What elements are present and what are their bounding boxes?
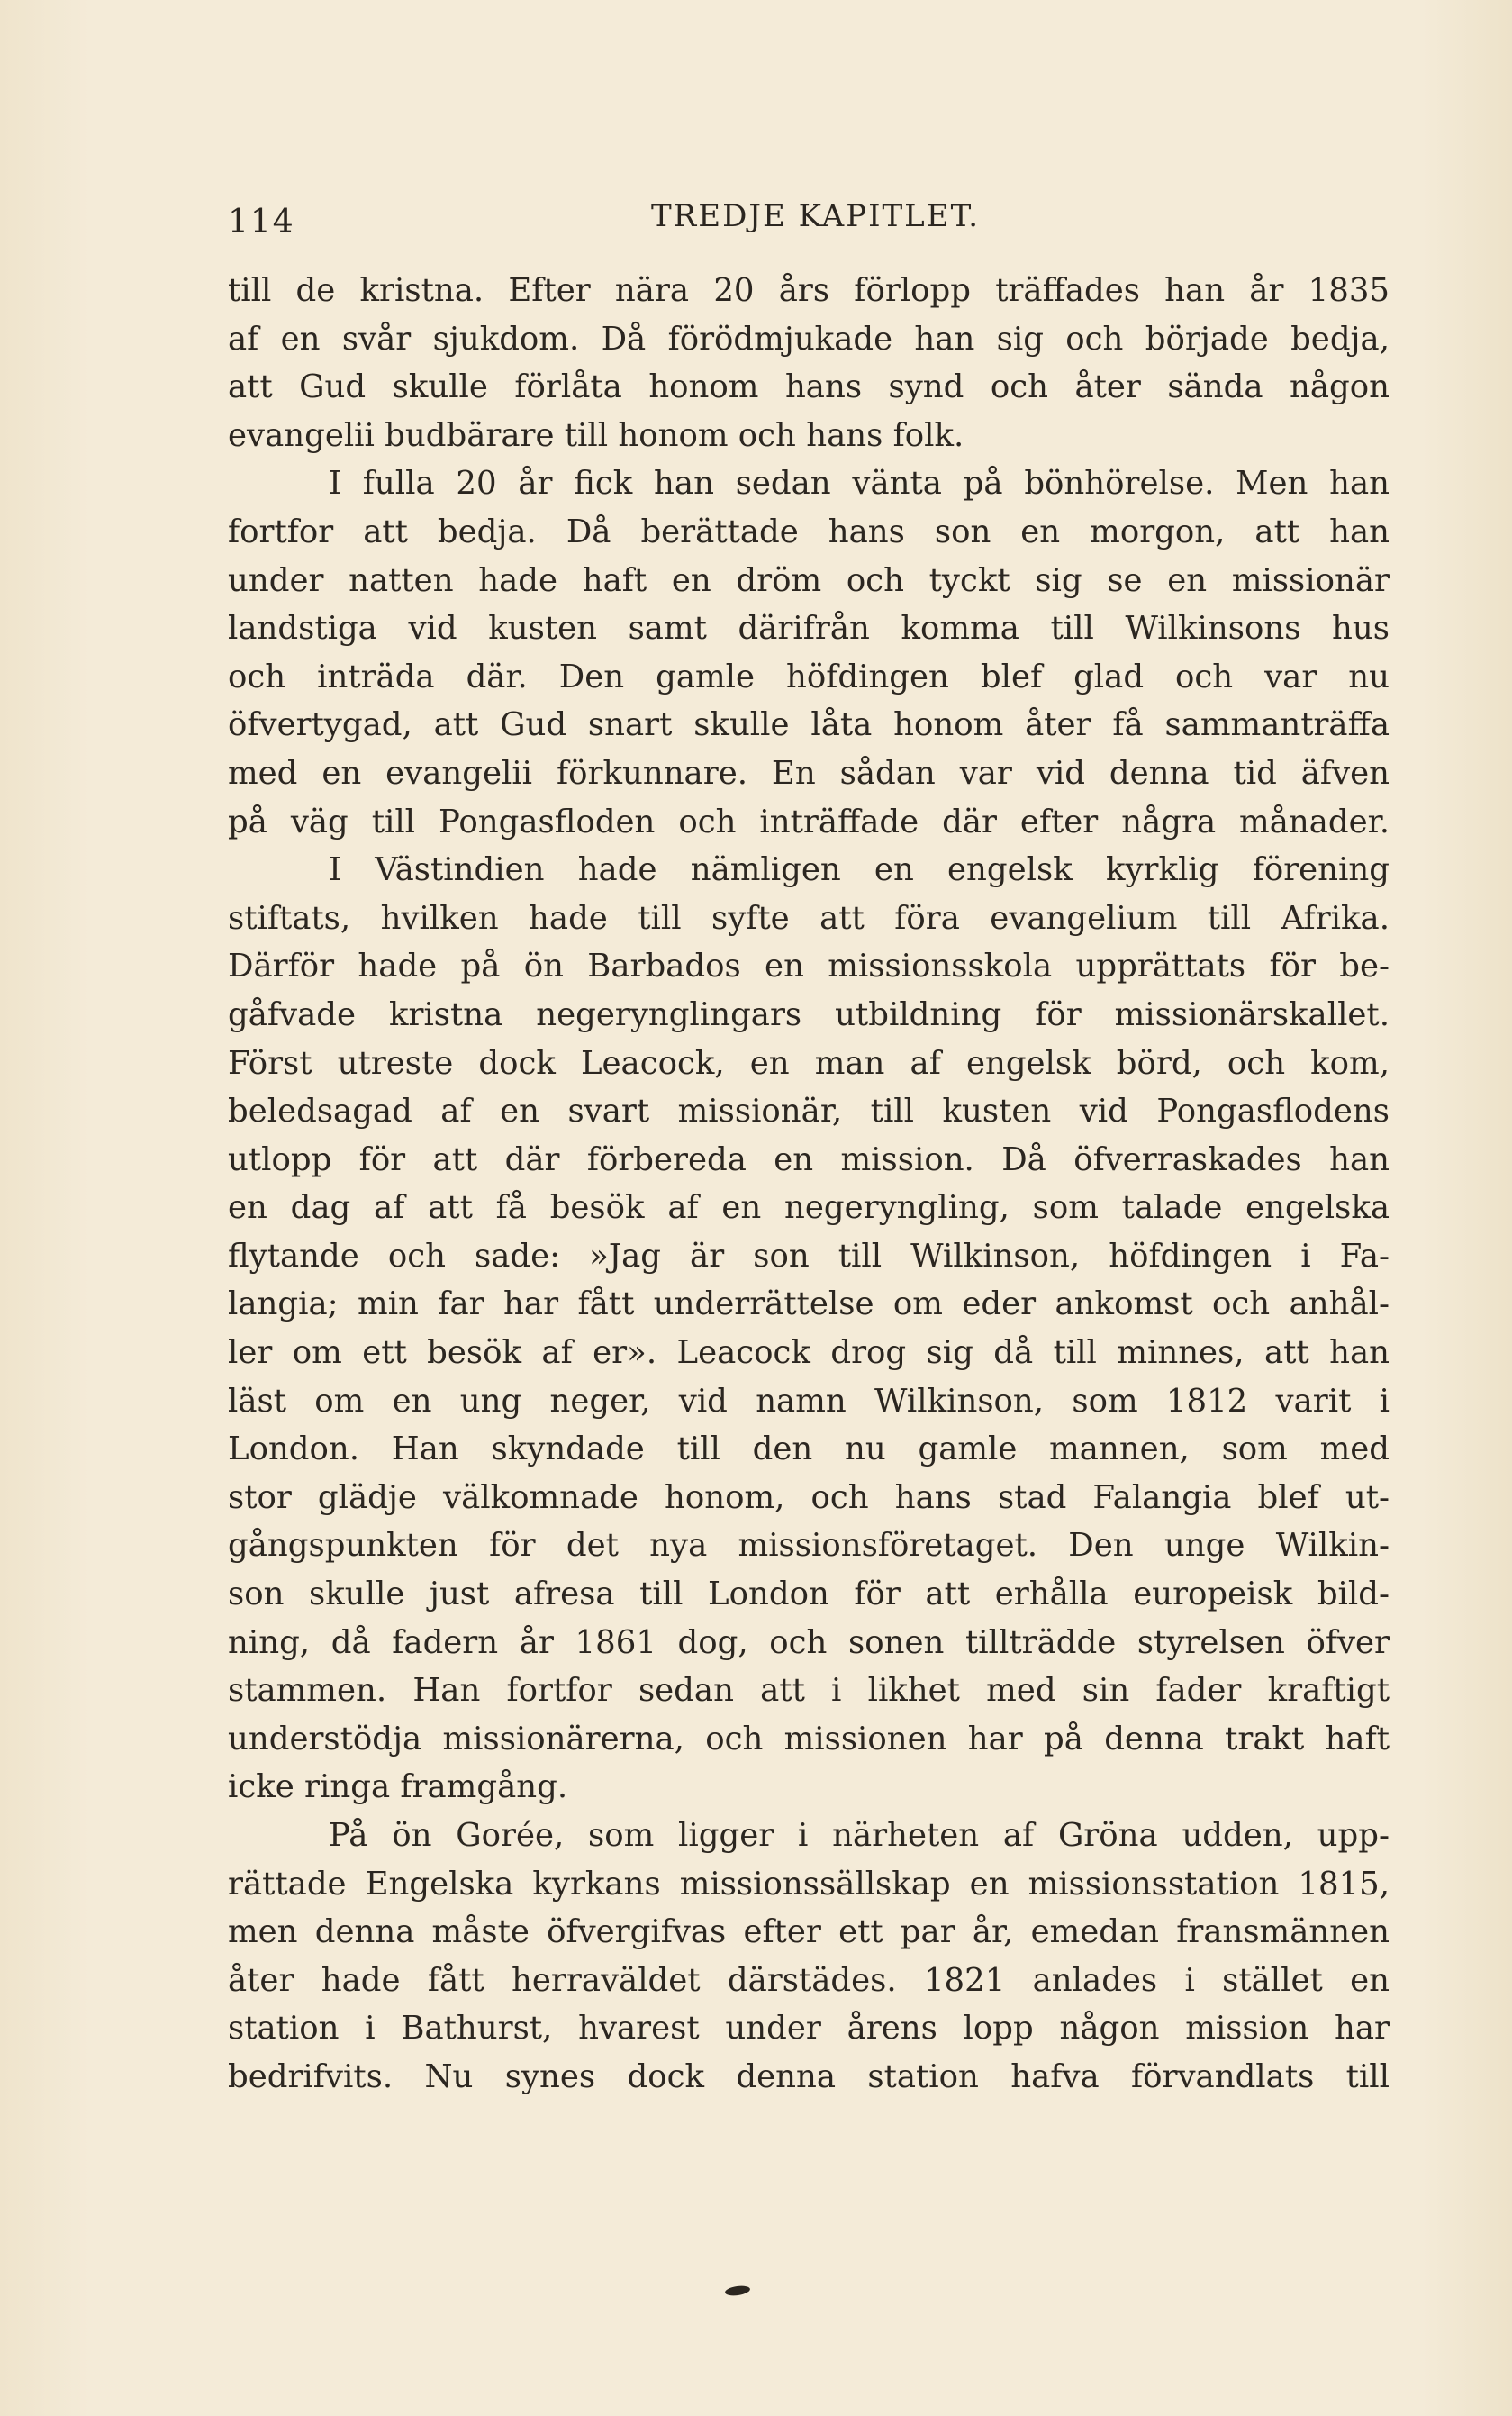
text-line: en dag af att få besök af en negeryngling, som talade engelska (228, 1189, 1390, 1227)
text-line: I fulla 20 år fick han sedan vänta på bönhörelse. Men han (329, 465, 1390, 503)
text-line: gångspunkten för det nya missionsföretaget. Den unge Wilkin- (228, 1527, 1390, 1565)
text-line: beledsagad af en svart missionär, till kusten vid Pongasflodens (228, 1093, 1390, 1131)
text-line: rättade Engelska kyrkans missionssällskap en missionsstation 1815, (228, 1865, 1390, 1903)
text-line: men denna måste öfvergifvas efter ett par år, emedan fransmännen (228, 1913, 1390, 1951)
text-line: att Gud skulle förlåta honom hans synd och åter sända någon (228, 368, 1390, 406)
text-line: ning, då fadern år 1861 dog, och sonen tillträdde styrelsen öfver (228, 1623, 1390, 1661)
text-line: langia; min far har fått underrättelse om eder ankomst och anhål- (228, 1285, 1390, 1323)
text-line: och inträda där. Den gamle höfdingen blef glad och var nu (228, 658, 1390, 695)
text-line: På ön Gorée, som ligger i närheten af Gröna udden, upp- (329, 1817, 1390, 1854)
text-line: landstiga vid kusten samt därifrån komma till Wilkinsons hus (228, 610, 1390, 648)
text-line: icke ringa framgång. (228, 1768, 568, 1806)
text-line: stammen. Han fortfor sedan att i likhet med sin fader kraftigt (228, 1672, 1390, 1710)
text-line: af en svår sjukdom. Då förödmjukade han sig och började bedja, (228, 320, 1390, 358)
text-line: London. Han skyndade till den nu gamle mannen, som med (228, 1431, 1390, 1468)
text-line: stor glädje välkomnade honom, och hans stad Falangia blef ut- (228, 1478, 1390, 1516)
text-line: son skulle just afresa till London för att erhålla europeisk bild- (228, 1576, 1390, 1613)
text-line: med en evangelii förkunnare. En sådan var vid denna tid äfven (228, 754, 1390, 792)
body-text (228, 267, 1390, 2102)
text-line: bedrifvits. Nu synes dock denna station hafva förvandlats till (228, 2057, 1390, 2095)
text-line: stiftats, hvilken hade till syfte att föra evangelium till Afrika. (228, 899, 1390, 937)
text-line: I Västindien hade nämligen en engelsk kyrklig förening (329, 851, 1390, 889)
text-line: öfvertygad, att Gud snart skulle låta honom åter få sammanträffa (228, 706, 1390, 744)
text-line: fortfor att bedja. Då berättade hans son en morgon, att han (228, 513, 1390, 550)
page-header (228, 196, 1381, 250)
page-number: 114 (228, 204, 295, 241)
text-line: ler om ett besök af er». Leacock drog sig då till minnes, att han (228, 1334, 1390, 1372)
running-head: TREDJE KAPITLET. (651, 198, 981, 234)
text-line: åter hade fått herraväldet därstädes. 1821 anlades i stället en (228, 1961, 1390, 1999)
text-line: station i Bathurst, hvarest under årens lopp någon mission har (228, 2010, 1390, 2048)
text-line: läst om en ung neger, vid namn Wilkinson, som 1812 varit i (228, 1382, 1390, 1420)
text-line: flytande och sade: »Jag är son till Wilkinson, höfdingen i Fa- (228, 1237, 1390, 1275)
text-line: understödja missionärerna, och missionen har på denna trakt haft (228, 1720, 1390, 1758)
text-line: Därför hade på ön Barbados en missionsskola upprättats för be- (228, 948, 1390, 985)
text-line: utlopp för att där förbereda en mission. Då öfverraskades han (228, 1140, 1390, 1178)
text-line: evangelii budbärare till honom och hans folk. (228, 416, 964, 454)
text-line: under natten hade haft en dröm och tyckt sig se en missionär (228, 561, 1390, 599)
text-line: Först utreste dock Leacock, en man af engelsk börd, och kom, (228, 1044, 1390, 1082)
text-line: gåfvade kristna negerynglingars utbildning för missionärskallet. (228, 995, 1390, 1033)
text-line: till de kristna. Efter nära 20 års förlopp träffades han år 1835 (228, 272, 1390, 309)
text-line: på väg till Pongasfloden och inträffade där efter några månader. (228, 803, 1390, 840)
ink-speck (724, 2284, 750, 2297)
